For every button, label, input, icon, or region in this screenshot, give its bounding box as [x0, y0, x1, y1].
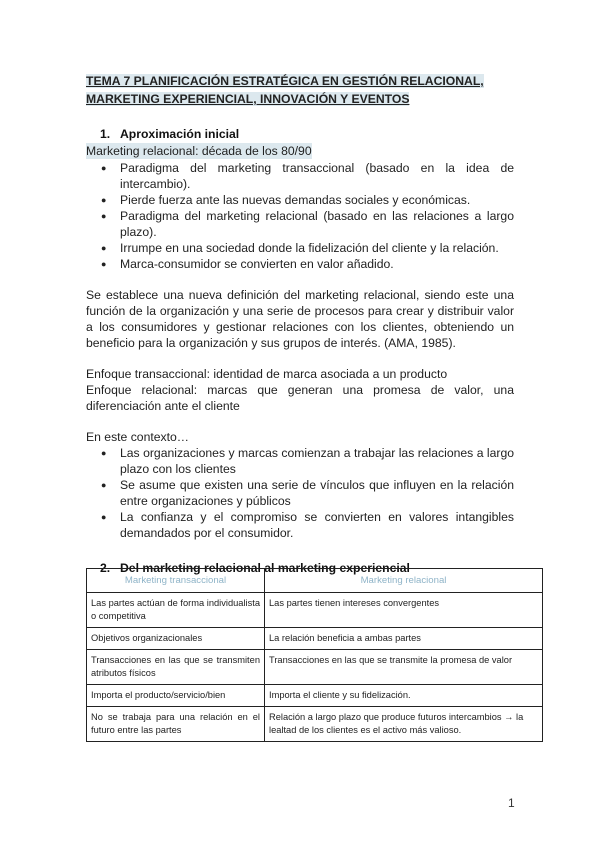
list-item: ● Paradigma del marketing transaccional (basado en la idea de intercambio).	[120, 160, 514, 192]
table-cell: Transacciones en las que se transmite la promesa de valor	[265, 650, 543, 685]
section-1-subtitle: Marketing relacional: década de los 80/90	[86, 144, 312, 158]
table-cell: Objetivos organizacionales	[87, 628, 265, 650]
table-header-row	[87, 569, 543, 593]
list-item: ● Las organizaciones y marcas comienzan a trabajar las relaciones a largo plazo con los clientes	[120, 445, 514, 477]
table-cell: No se trabaja para una relación en el futuro entre las partes	[87, 707, 265, 742]
section-1-number: 1.	[100, 127, 111, 141]
table-cell: Las partes tienen intereses convergentes	[265, 593, 543, 628]
table-cell: Las partes actúan de forma individualista o competitiva	[87, 593, 265, 628]
list-item: ● Paradigma del marketing relacional (basado en las relaciones a largo plazo).	[120, 208, 514, 240]
table-row	[87, 593, 543, 628]
table-cell: Importa el cliente y su fidelización.	[265, 685, 543, 707]
list-item: ● Pierde fuerza ante las nuevas demandas sociales y económicas.	[120, 192, 514, 208]
section-2-number: 2.	[100, 561, 111, 575]
section-2-title: Del marketing relacional al marketing experiencial	[120, 561, 410, 575]
page-number: 1	[508, 796, 515, 810]
context-intro: En este contexto…	[86, 430, 189, 444]
table-cell: Importa el producto/servicio/bien	[87, 685, 265, 707]
table-cell: Transacciones en las que se transmiten atributos físicos	[87, 650, 265, 685]
document-title	[86, 72, 514, 108]
context-bullet-list	[86, 445, 514, 541]
table-row	[87, 685, 543, 707]
comparison-table	[86, 568, 543, 742]
list-item: ● La confianza y el compromiso se convierten en valores intangibles demandados por el consumidor.	[120, 509, 514, 541]
header-marketing-transaccional: Marketing transaccional	[87, 569, 265, 593]
section-1-bullet-list	[86, 160, 514, 272]
enfoque-transaccional: Enfoque transaccional: identidad de marca asociada a un producto	[86, 367, 448, 381]
table-row	[87, 650, 543, 685]
section-1-title: Aproximación inicial	[120, 127, 240, 141]
list-item: ● Se asume que existen una serie de vínculos que influyen en la relación entre organizaciones y públicos	[120, 477, 514, 509]
list-item: ● Marca-consumidor se convierten en valor añadido.	[120, 256, 514, 272]
definition-paragraph: Se establece una nueva definición del marketing relacional, siendo este una función de la organización y una serie de procesos para crear y distribuir valor a los consumidores y gestionar relaciones con los clientes, obteniendo un beneficio para la organización y sus grupos de interés. (AMA, 1985).	[86, 288, 514, 350]
document-page	[86, 72, 514, 576]
enfoque-relacional: Enfoque relacional: marcas que generan una promesa de valor, una diferenciación ante el cliente	[86, 383, 514, 413]
table-row	[87, 628, 543, 650]
table-cell: Relación a largo plazo que produce futuros intercambios → la lealtad de los clientes es el activo más valioso.	[265, 707, 543, 742]
section-1-heading	[86, 127, 514, 142]
title-line-2: MARKETING EXPERIENCIAL, INNOVACIÓN Y EVENTOS	[86, 92, 410, 106]
table-row	[87, 707, 543, 742]
list-item: ● Irrumpe en una sociedad donde la fidelización del cliente y la relación.	[120, 240, 514, 256]
header-marketing-relacional: Marketing relacional	[265, 569, 543, 593]
table-cell: La relación beneficia a ambas partes	[265, 628, 543, 650]
title-line-1: TEMA 7 PLANIFICACIÓN ESTRATÉGICA EN GESTIÓN RELACIONAL,	[86, 74, 484, 88]
